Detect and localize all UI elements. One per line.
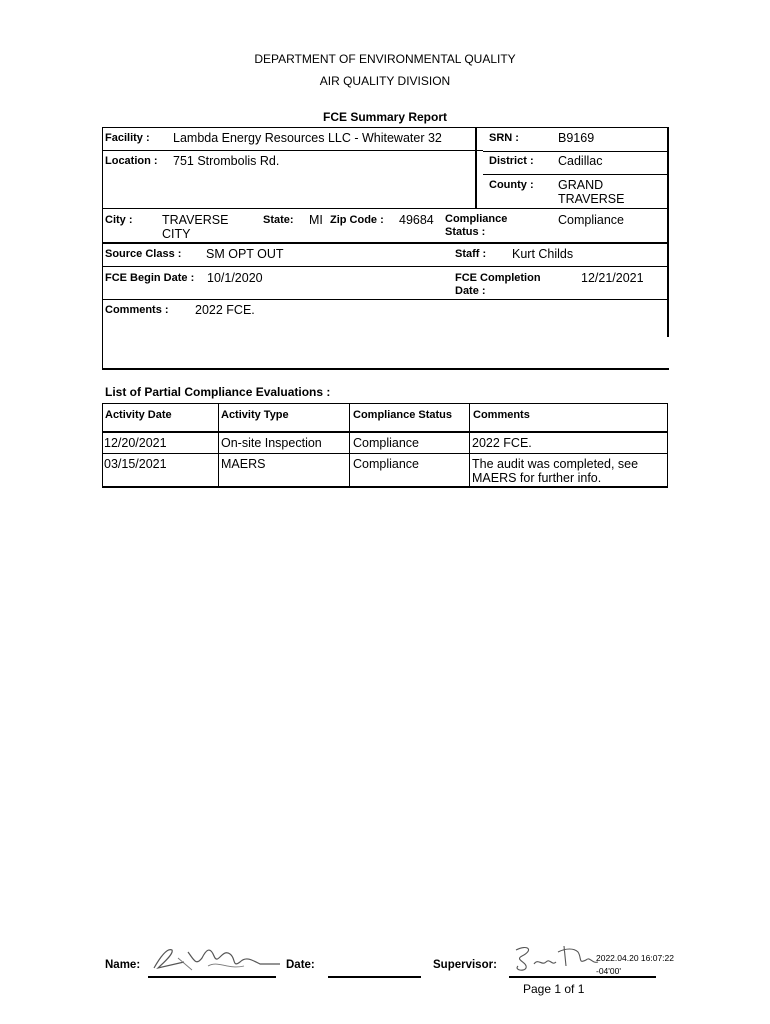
city-value: TRAVERSE CITY [162,213,229,241]
column-header-comments: Comments [473,409,530,421]
srn-value: B9169 [558,131,595,145]
zip-value: 49684 [399,213,434,227]
department-title: DEPARTMENT OF ENVIRONMENTAL QUALITY [254,52,516,66]
cell-compliance-status: Compliance [353,457,420,471]
column-header-compliance-status: Compliance Status [353,409,453,421]
column-header-activity-date: Activity Date [105,409,172,421]
county-label: County : [489,179,534,191]
district-value: Cadillac [558,154,603,168]
source-class-label: Source Class : [105,248,182,260]
city-label: City : [105,214,133,226]
location-label: Location : [105,155,158,167]
zip-label: Zip Code : [330,214,384,226]
name-signature [148,940,283,976]
district-label: District : [489,155,534,167]
column-header-activity-type: Activity Type [221,409,289,421]
comments-label: Comments : [105,304,169,316]
fce-completion-date-value: 12/21/2021 [581,271,644,285]
supervisor-signature [508,940,600,976]
state-value: MI [309,213,323,227]
cell-comments: 2022 FCE. [472,436,532,450]
cell-comments: The audit was completed, see MAERS for further info. [472,457,639,485]
fce-completion-date-label: FCE Completion Date : [455,272,541,297]
cell-compliance-status: Compliance [353,436,420,450]
comments-value: 2022 FCE. [195,303,255,317]
cell-activity-type: On-site Inspection [221,436,322,450]
fce-begin-date-value: 10/1/2020 [207,271,263,285]
compliance-status-value: Compliance [558,213,625,227]
cell-activity-type: MAERS [221,457,266,471]
staff-value: Kurt Childs [512,247,574,261]
cell-activity-date: 03/15/2021 [104,457,167,471]
date-label: Date: [286,959,315,971]
facility-label: Facility : [105,132,150,144]
report-title: FCE Summary Report [322,110,448,124]
facility-value: Lambda Energy Resources LLC - Whitewater 32 [173,131,442,145]
location-value: 751 Strombolis Rd. [173,154,280,168]
pce-list-title: List of Partial Compliance Evaluations : [105,385,331,399]
srn-label: SRN : [489,132,519,144]
state-label: State: [263,214,294,226]
division-title: AIR QUALITY DIVISION [319,74,451,88]
name-label: Name: [105,959,141,971]
fce-begin-date-label: FCE Begin Date : [105,272,195,284]
cell-activity-date: 12/20/2021 [104,436,167,450]
signature-timestamp: 2022.04.20 16:07:22 -04'00' [596,953,674,976]
source-class-value: SM OPT OUT [206,247,284,261]
page-number: Page 1 of 1 [523,982,585,996]
staff-label: Staff : [455,248,487,260]
county-value: GRAND TRAVERSE [558,178,625,206]
compliance-status-label: Compliance Status : [445,213,508,238]
supervisor-label: Supervisor: [433,959,497,971]
